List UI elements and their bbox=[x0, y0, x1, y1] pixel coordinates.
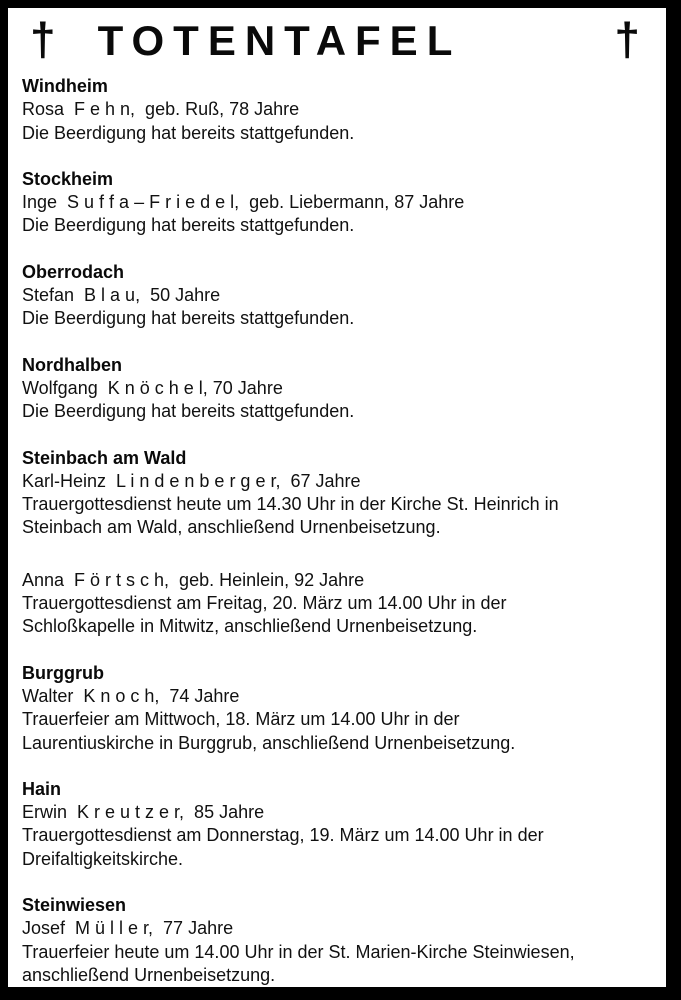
totentafel-board bbox=[8, 8, 666, 987]
death-notice-entry bbox=[22, 917, 652, 987]
title-bar bbox=[22, 14, 652, 68]
town-section bbox=[22, 75, 652, 145]
funeral-info-line: Die Beerdigung hat bereits stattgefunden. bbox=[22, 401, 355, 422]
deceased-name-line: Rosa F e h n, geb. Ruß, 78 Jahre bbox=[22, 99, 300, 120]
deceased-name-line: Josef M ü l l e r, 77 Jahre bbox=[22, 918, 234, 939]
death-notice-entry bbox=[22, 191, 652, 238]
death-notice-entry bbox=[22, 377, 652, 424]
entries-list bbox=[22, 917, 652, 987]
town-heading: Burggrub bbox=[22, 662, 104, 683]
deceased-name-line: Stefan B l a u, 50 Jahre bbox=[22, 285, 221, 306]
cross-icon: † bbox=[30, 13, 56, 65]
death-notice-entry bbox=[22, 569, 652, 639]
town-heading: Steinbach am Wald bbox=[22, 447, 187, 468]
entries-list bbox=[22, 98, 652, 145]
entries-list bbox=[22, 801, 652, 871]
page-title: TOTENTAFEL bbox=[97, 17, 462, 64]
death-notice-entry bbox=[22, 470, 652, 540]
funeral-info-line: Schloßkapelle in Mitwitz, anschließend Urnenbeisetzung. bbox=[22, 616, 478, 637]
town-heading: Nordhalben bbox=[22, 354, 123, 375]
town-section bbox=[22, 168, 652, 238]
town-section bbox=[22, 894, 652, 987]
funeral-info-line: Trauergottesdienst am Freitag, 20. März um 14.00 Uhr in der bbox=[22, 593, 507, 614]
entries-list bbox=[22, 685, 652, 755]
funeral-info-line: Laurentiuskirche in Burggrub, anschließend Urnenbeisetzung. bbox=[22, 732, 516, 753]
death-notice-entry bbox=[22, 685, 652, 755]
deceased-name-line: Wolfgang K n ö c h e l, 70 Jahre bbox=[22, 377, 283, 398]
sections-list bbox=[22, 75, 652, 987]
entries-list bbox=[22, 284, 652, 331]
death-notice-entry bbox=[22, 98, 652, 145]
town-heading: Steinwiesen bbox=[22, 895, 127, 916]
entries-list bbox=[22, 377, 652, 424]
deceased-name-line: Walter K n o c h, 74 Jahre bbox=[22, 685, 240, 706]
funeral-info-line: Die Beerdigung hat bereits stattgefunden. bbox=[22, 215, 355, 236]
town-heading: Windheim bbox=[22, 76, 108, 96]
funeral-info-line: anschließend Urnenbeisetzung. bbox=[22, 964, 276, 985]
deceased-name-line: Inge S u f f a – F r i e d e l, geb. Liebermann, 87 Jahre bbox=[22, 192, 465, 213]
deceased-name-line: Karl-Heinz L i n d e n b e r g e r, 67 Jahre bbox=[22, 470, 361, 491]
town-section bbox=[22, 662, 652, 755]
funeral-info-line: Trauergottesdienst am Donnerstag, 19. März um 14.00 Uhr in der bbox=[22, 825, 544, 846]
town-heading: Stockheim bbox=[22, 168, 114, 189]
funeral-info-line: Trauerfeier heute um 14.00 Uhr in der St. Marien-Kirche Steinwiesen, bbox=[22, 941, 575, 962]
town-heading: Hain bbox=[22, 778, 62, 799]
death-notice-entry bbox=[22, 284, 652, 331]
funeral-info-line: Die Beerdigung hat bereits stattgefunden. bbox=[22, 122, 355, 143]
town-heading: Oberrodach bbox=[22, 261, 125, 282]
town-section bbox=[22, 354, 652, 424]
funeral-info-line: Die Beerdigung hat bereits stattgefunden. bbox=[22, 308, 355, 329]
cross-icon: † bbox=[614, 13, 640, 65]
funeral-info-line: Trauerfeier am Mittwoch, 18. März um 14.00 Uhr in der bbox=[22, 709, 460, 730]
deceased-name-line: Erwin K r e u t z e r, 85 Jahre bbox=[22, 802, 265, 823]
funeral-info-line: Trauergottesdienst heute um 14.30 Uhr in der Kirche St. Heinrich in bbox=[22, 494, 559, 515]
town-section bbox=[22, 447, 652, 639]
funeral-info-line: Dreifaltigkeitskirche. bbox=[22, 848, 184, 869]
deceased-name-line: Anna F ö r t s c h, geb. Heinlein, 92 Jahre bbox=[22, 569, 365, 590]
town-section bbox=[22, 261, 652, 331]
death-notice-entry bbox=[22, 801, 652, 871]
entries-list bbox=[22, 470, 652, 639]
town-section bbox=[22, 778, 652, 871]
funeral-info-line: Steinbach am Wald, anschließend Urnenbeisetzung. bbox=[22, 517, 441, 538]
entries-list bbox=[22, 191, 652, 238]
